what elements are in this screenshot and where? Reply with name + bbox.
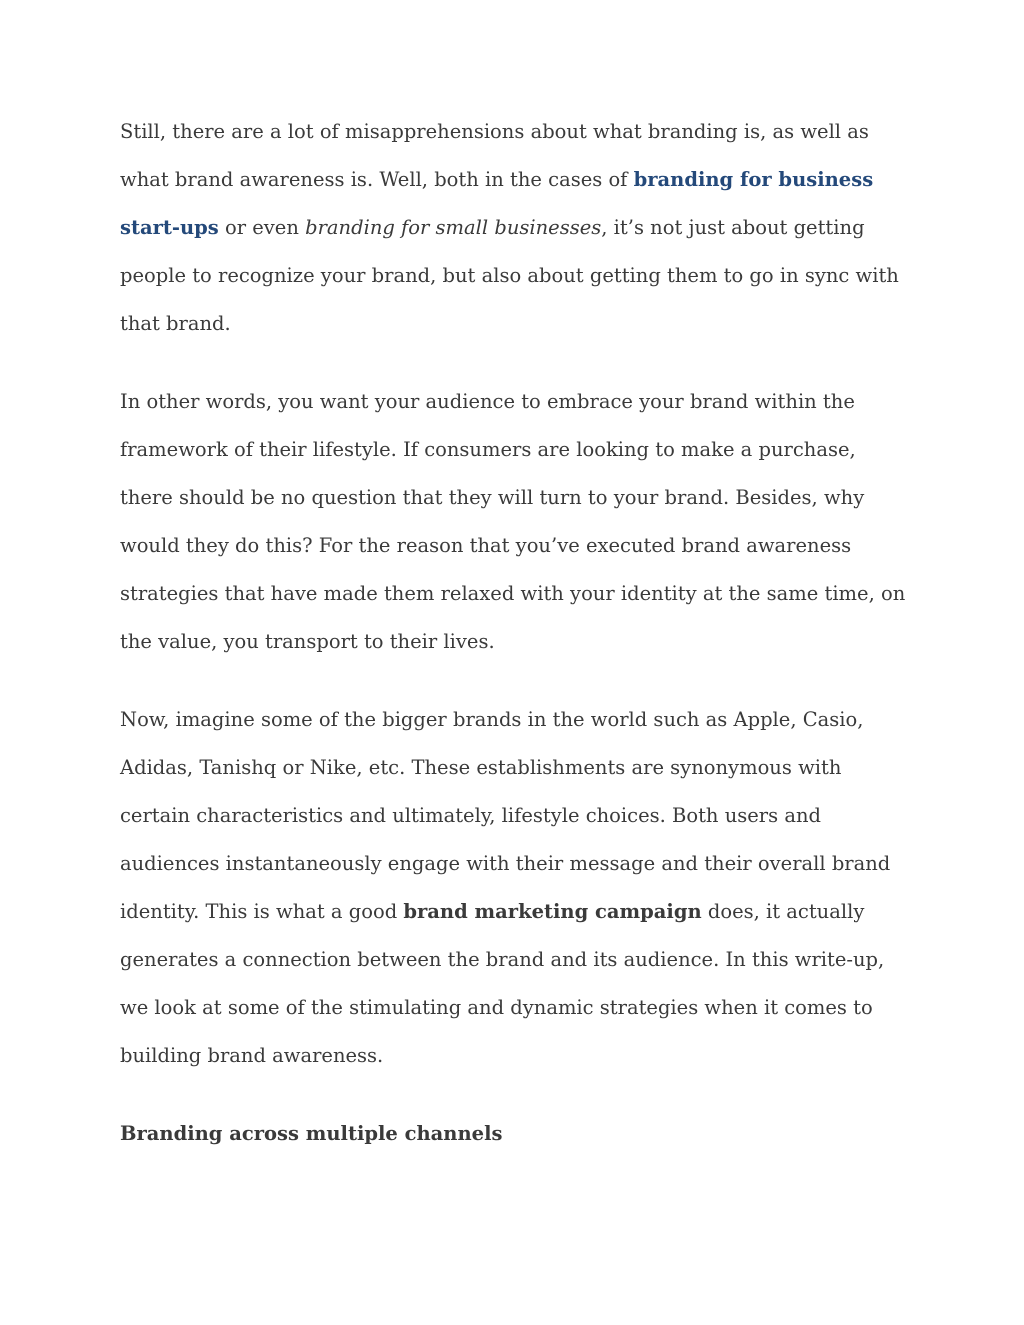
document-page (120, 108, 910, 1158)
paragraph-text: Now, imagine some of the bigger brands in the world such as Apple, Casio, Adidas, Tanishq or Nike, etc. These establishments are synonymous with certain characteristics and ultimately, lifestyle choices. Both users and audiences instantaneously engage with their message and their overall brand identity. This is what a good (120, 708, 891, 923)
paragraph-audience-embrace (120, 378, 910, 666)
paragraph-text: or even (218, 216, 306, 239)
paragraph-text: In other words, you want your audience to embrace your brand within the framework of their lifestyle. If consumers are looking to make a purchase, there should be no question that they will turn to your brand. Besides, why would they do this? For the reason that you’ve executed brand awareness strategies that have made them relaxed with your identity at the same time, on the value, you transport to their lives. (120, 390, 906, 653)
paragraph-branding-misconceptions (120, 108, 910, 348)
paragraph-text: , it’s not just about getting people to recognize your brand, but also about getting them to go in sync with that brand. (120, 216, 899, 335)
branding-for-business-start-ups-link[interactable]: branding for business start-ups (120, 168, 874, 239)
brand-marketing-campaign-strong: brand marketing campaign (403, 900, 702, 923)
paragraph-text: does, it actually generates a connection between the brand and its audience. In this write-up, we look at some of the stimulating and dynamic strategies when it comes to building brand awareness. (120, 900, 885, 1067)
paragraph-bigger-brands (120, 696, 910, 1080)
section-heading: Branding across multiple channels (120, 1122, 503, 1145)
paragraph-text: Still, there are a lot of misapprehensions about what branding is, as well as what brand awareness is. Well, both in the cases of (120, 120, 869, 191)
branding-small-businesses-emphasis: branding for small businesses (305, 216, 602, 239)
